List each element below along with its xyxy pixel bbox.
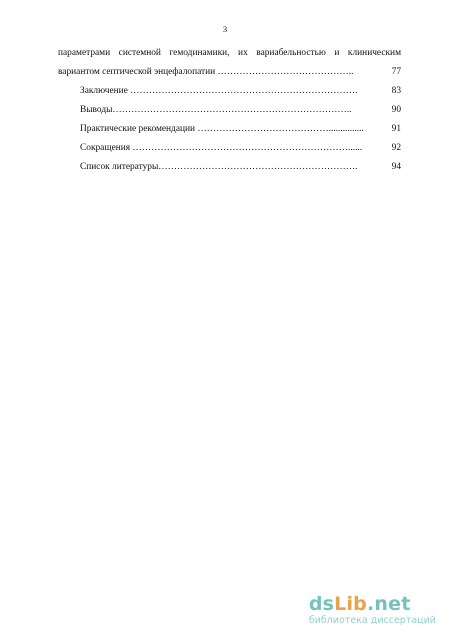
watermark-subtitle: библиотека диссертаций <box>308 615 436 626</box>
toc-entry-label: Выводы………………………………………………………………….. <box>80 105 352 115</box>
toc-entry-label: Список литературы………………………………………………………. <box>80 162 358 172</box>
toc-entry-label: Сокращения ……………………………………………………………...... <box>80 143 363 153</box>
dslib-logo <box>309 594 436 614</box>
toc-entry-page: 77 <box>391 67 401 77</box>
toc-entry-conclusion <box>58 82 401 101</box>
toc-entry-findings <box>58 101 401 120</box>
toc-entry-label: вариантом септической энцефалопатии …………………………………….. <box>58 67 354 77</box>
toc-continuation-line-2 <box>58 63 401 82</box>
page-number: 3 <box>222 24 228 34</box>
dslib-watermark <box>309 594 436 627</box>
logo-accent: Lib <box>334 593 367 615</box>
table-of-contents <box>58 44 401 177</box>
toc-entry-page: 83 <box>391 86 401 96</box>
toc-entry-page: 90 <box>391 105 401 115</box>
toc-entry-page: 94 <box>391 162 401 172</box>
logo-prefix: ds <box>308 593 335 615</box>
toc-entry-recommendations <box>58 120 401 139</box>
toc-entry-page: 91 <box>391 124 401 134</box>
toc-entry-label: Заключение ………………………………………………………………. <box>80 86 358 96</box>
logo-suffix: .net <box>366 593 411 615</box>
toc-entry-page: 92 <box>391 143 401 153</box>
toc-entry-abbreviations <box>58 139 401 158</box>
toc-entry-references <box>58 158 401 177</box>
toc-continuation-line-1: параметрами системной гемодинамики, их вариабельностью и клиническим <box>58 48 401 58</box>
toc-entry-label: Практические рекомендации ……………………………………............... <box>80 124 364 134</box>
